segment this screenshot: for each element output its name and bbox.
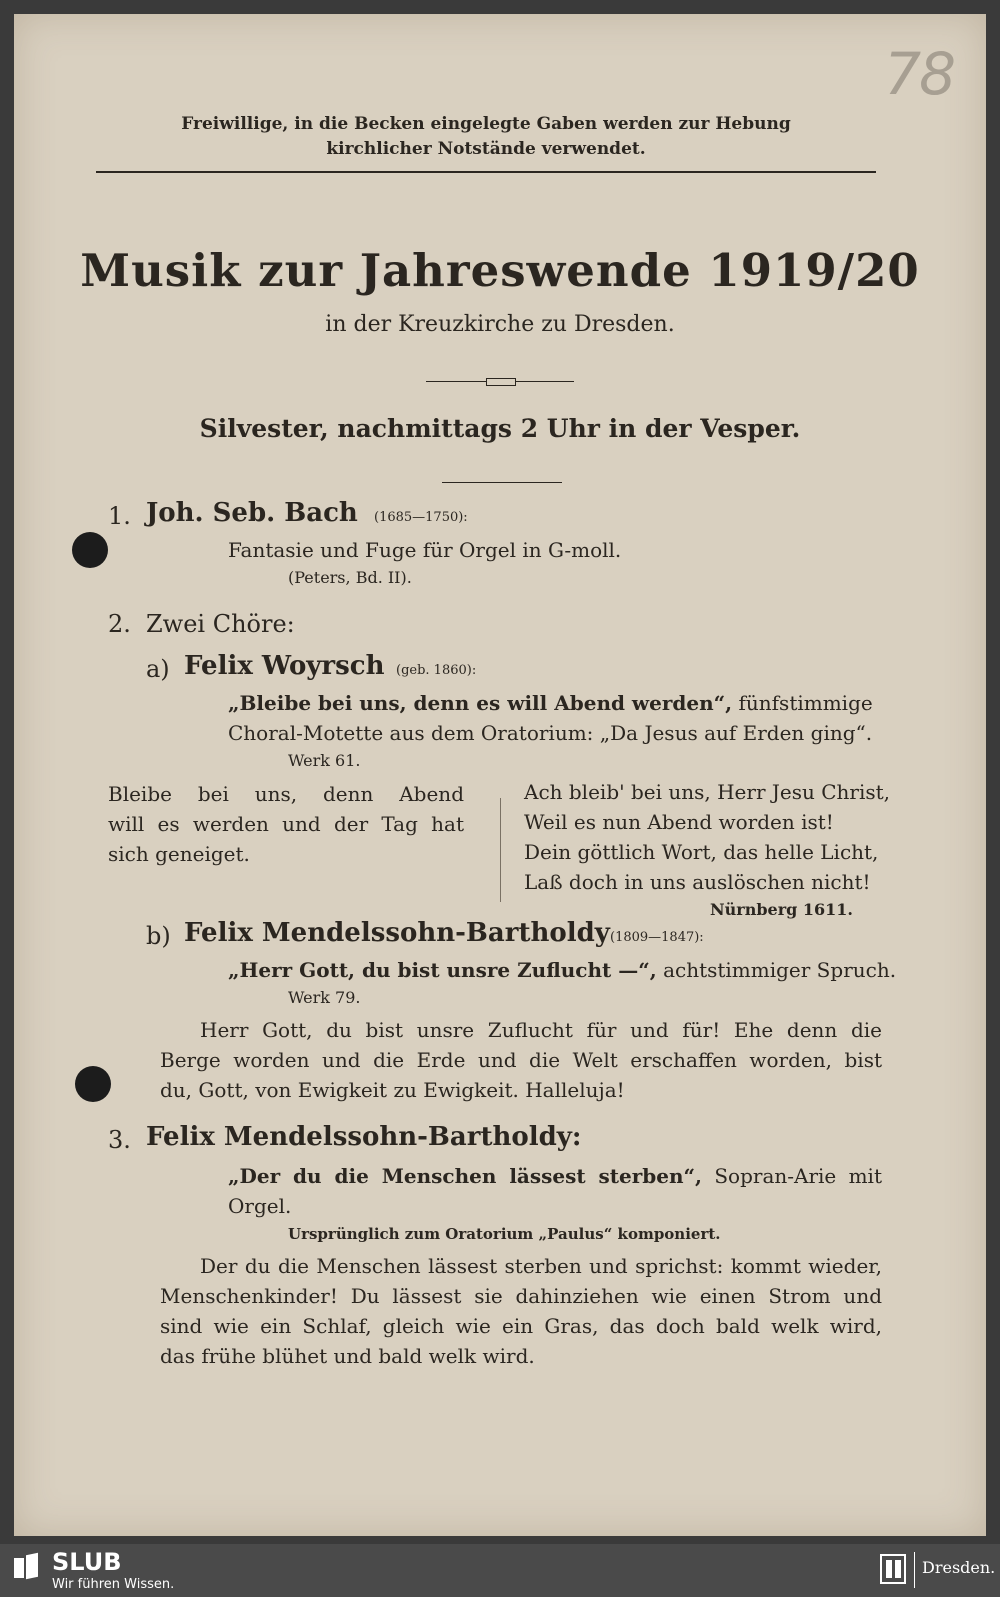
column-divider <box>500 798 501 902</box>
work-description: Choral-Motette aus dem Oratorium: „Da Jesus auf Erden ging“. <box>228 721 873 745</box>
punch-hole <box>72 532 108 568</box>
text-line: Ach bleib' bei uns, Herr Jesu Christ, <box>524 780 891 804</box>
pencil-page-number: 78 <box>884 40 954 108</box>
composer-dates: (geb. 1860): <box>396 663 477 678</box>
edition-reference: (Peters, Bd. II). <box>288 568 412 587</box>
text-line: das frühe blühet und bald welk wird. <box>160 1344 535 1368</box>
composer-name: Felix Mendelssohn-Bartholdy: <box>146 1122 582 1152</box>
text-line: sich geneiget. <box>108 842 250 866</box>
work-title: „Der du die Menschen lässest sterben“, Sopran-Arie mit <box>228 1164 882 1188</box>
text-line: sind wie ein Schlaf, gleich wie ein Gras, das doch bald welk wird, <box>160 1314 882 1338</box>
ornament-divider <box>426 378 574 386</box>
item-number: 3. <box>108 1126 131 1154</box>
text-line: Der du die Menschen lässest sterben und sprichst: kommt wieder, <box>200 1254 882 1278</box>
text-line: will es werden und der Tag hat <box>108 812 464 836</box>
donation-notice: Freiwillige, in die Becken eingelegte Gaben werden zur Hebung kirchlicher Notstände verwendet. <box>181 114 791 159</box>
punch-hole <box>75 1066 111 1102</box>
text-line: Berge worden und die Erde und die Welt erschaffen worden, bist <box>160 1048 882 1072</box>
composer-dates: (1809—1847): <box>610 930 704 945</box>
page-subtitle: in der Kreuzkirche zu Dresden. <box>325 312 675 337</box>
work-description: Orgel. <box>228 1194 292 1218</box>
composer-dates: (1685—1750): <box>374 510 468 525</box>
composer-name: Felix Mendelssohn-Bartholdy <box>184 918 610 948</box>
work-title: Fantasie und Fuge für Orgel in G-moll. <box>228 538 622 562</box>
text-line: Dein göttlich Wort, das helle Licht, <box>524 840 879 864</box>
sub-label: a) <box>146 655 170 683</box>
text-line: du, Gott, von Ewigkeit zu Ewigkeit. Halleluja! <box>160 1078 625 1102</box>
text-line: Herr Gott, du bist unsre Zuflucht für und für! Ehe denn die <box>200 1018 882 1042</box>
text-line: Laß doch in uns auslöschen nicht! <box>524 870 871 894</box>
composition-note: Ursprünglich zum Oratorium „Paulus“ komponiert. <box>288 1225 721 1243</box>
item-number: 1. <box>108 502 131 530</box>
composer-name: Joh. Seb. Bach <box>146 498 358 528</box>
section-heading: Zwei Chöre: <box>146 610 295 638</box>
opus-number: Werk 61. <box>288 751 361 770</box>
dresden-logo[interactable]: Dresden. <box>922 1558 996 1577</box>
header-rule <box>96 171 876 173</box>
text-source: Nürnberg 1611. <box>710 900 853 919</box>
opus-number: Werk 79. <box>288 988 361 1007</box>
work-title: „Herr Gott, du bist unsre Zuflucht —“, achtstimmiger Spruch. <box>228 958 897 982</box>
work-title: „Bleibe bei uns, denn es will Abend werden“, fünfstimmige <box>228 691 873 715</box>
slub-tagline: Wir führen Wissen. <box>52 1577 175 1592</box>
sub-label: b) <box>146 922 171 950</box>
service-heading: Silvester, nachmittags 2 Uhr in der Vesper. <box>199 414 801 443</box>
slub-brand[interactable]: SLUB <box>52 1548 122 1576</box>
text-line: Bleibe bei uns, denn Abend <box>108 782 464 806</box>
footer-separator <box>914 1552 915 1588</box>
item-number: 2. <box>108 610 131 638</box>
dresden-crest-icon[interactable] <box>880 1554 906 1584</box>
footer-bar <box>0 1544 1000 1597</box>
page-title: Musik zur Jahreswende 1919/20 <box>80 244 920 297</box>
text-line: Weil es nun Abend worden ist! <box>524 810 834 834</box>
composer-name: Felix Woyrsch <box>184 651 385 681</box>
slub-logo-icon[interactable] <box>14 1554 40 1580</box>
section-rule <box>442 482 562 483</box>
text-line: Menschenkinder! Du lässest sie dahinziehen wie einen Strom und <box>160 1284 882 1308</box>
